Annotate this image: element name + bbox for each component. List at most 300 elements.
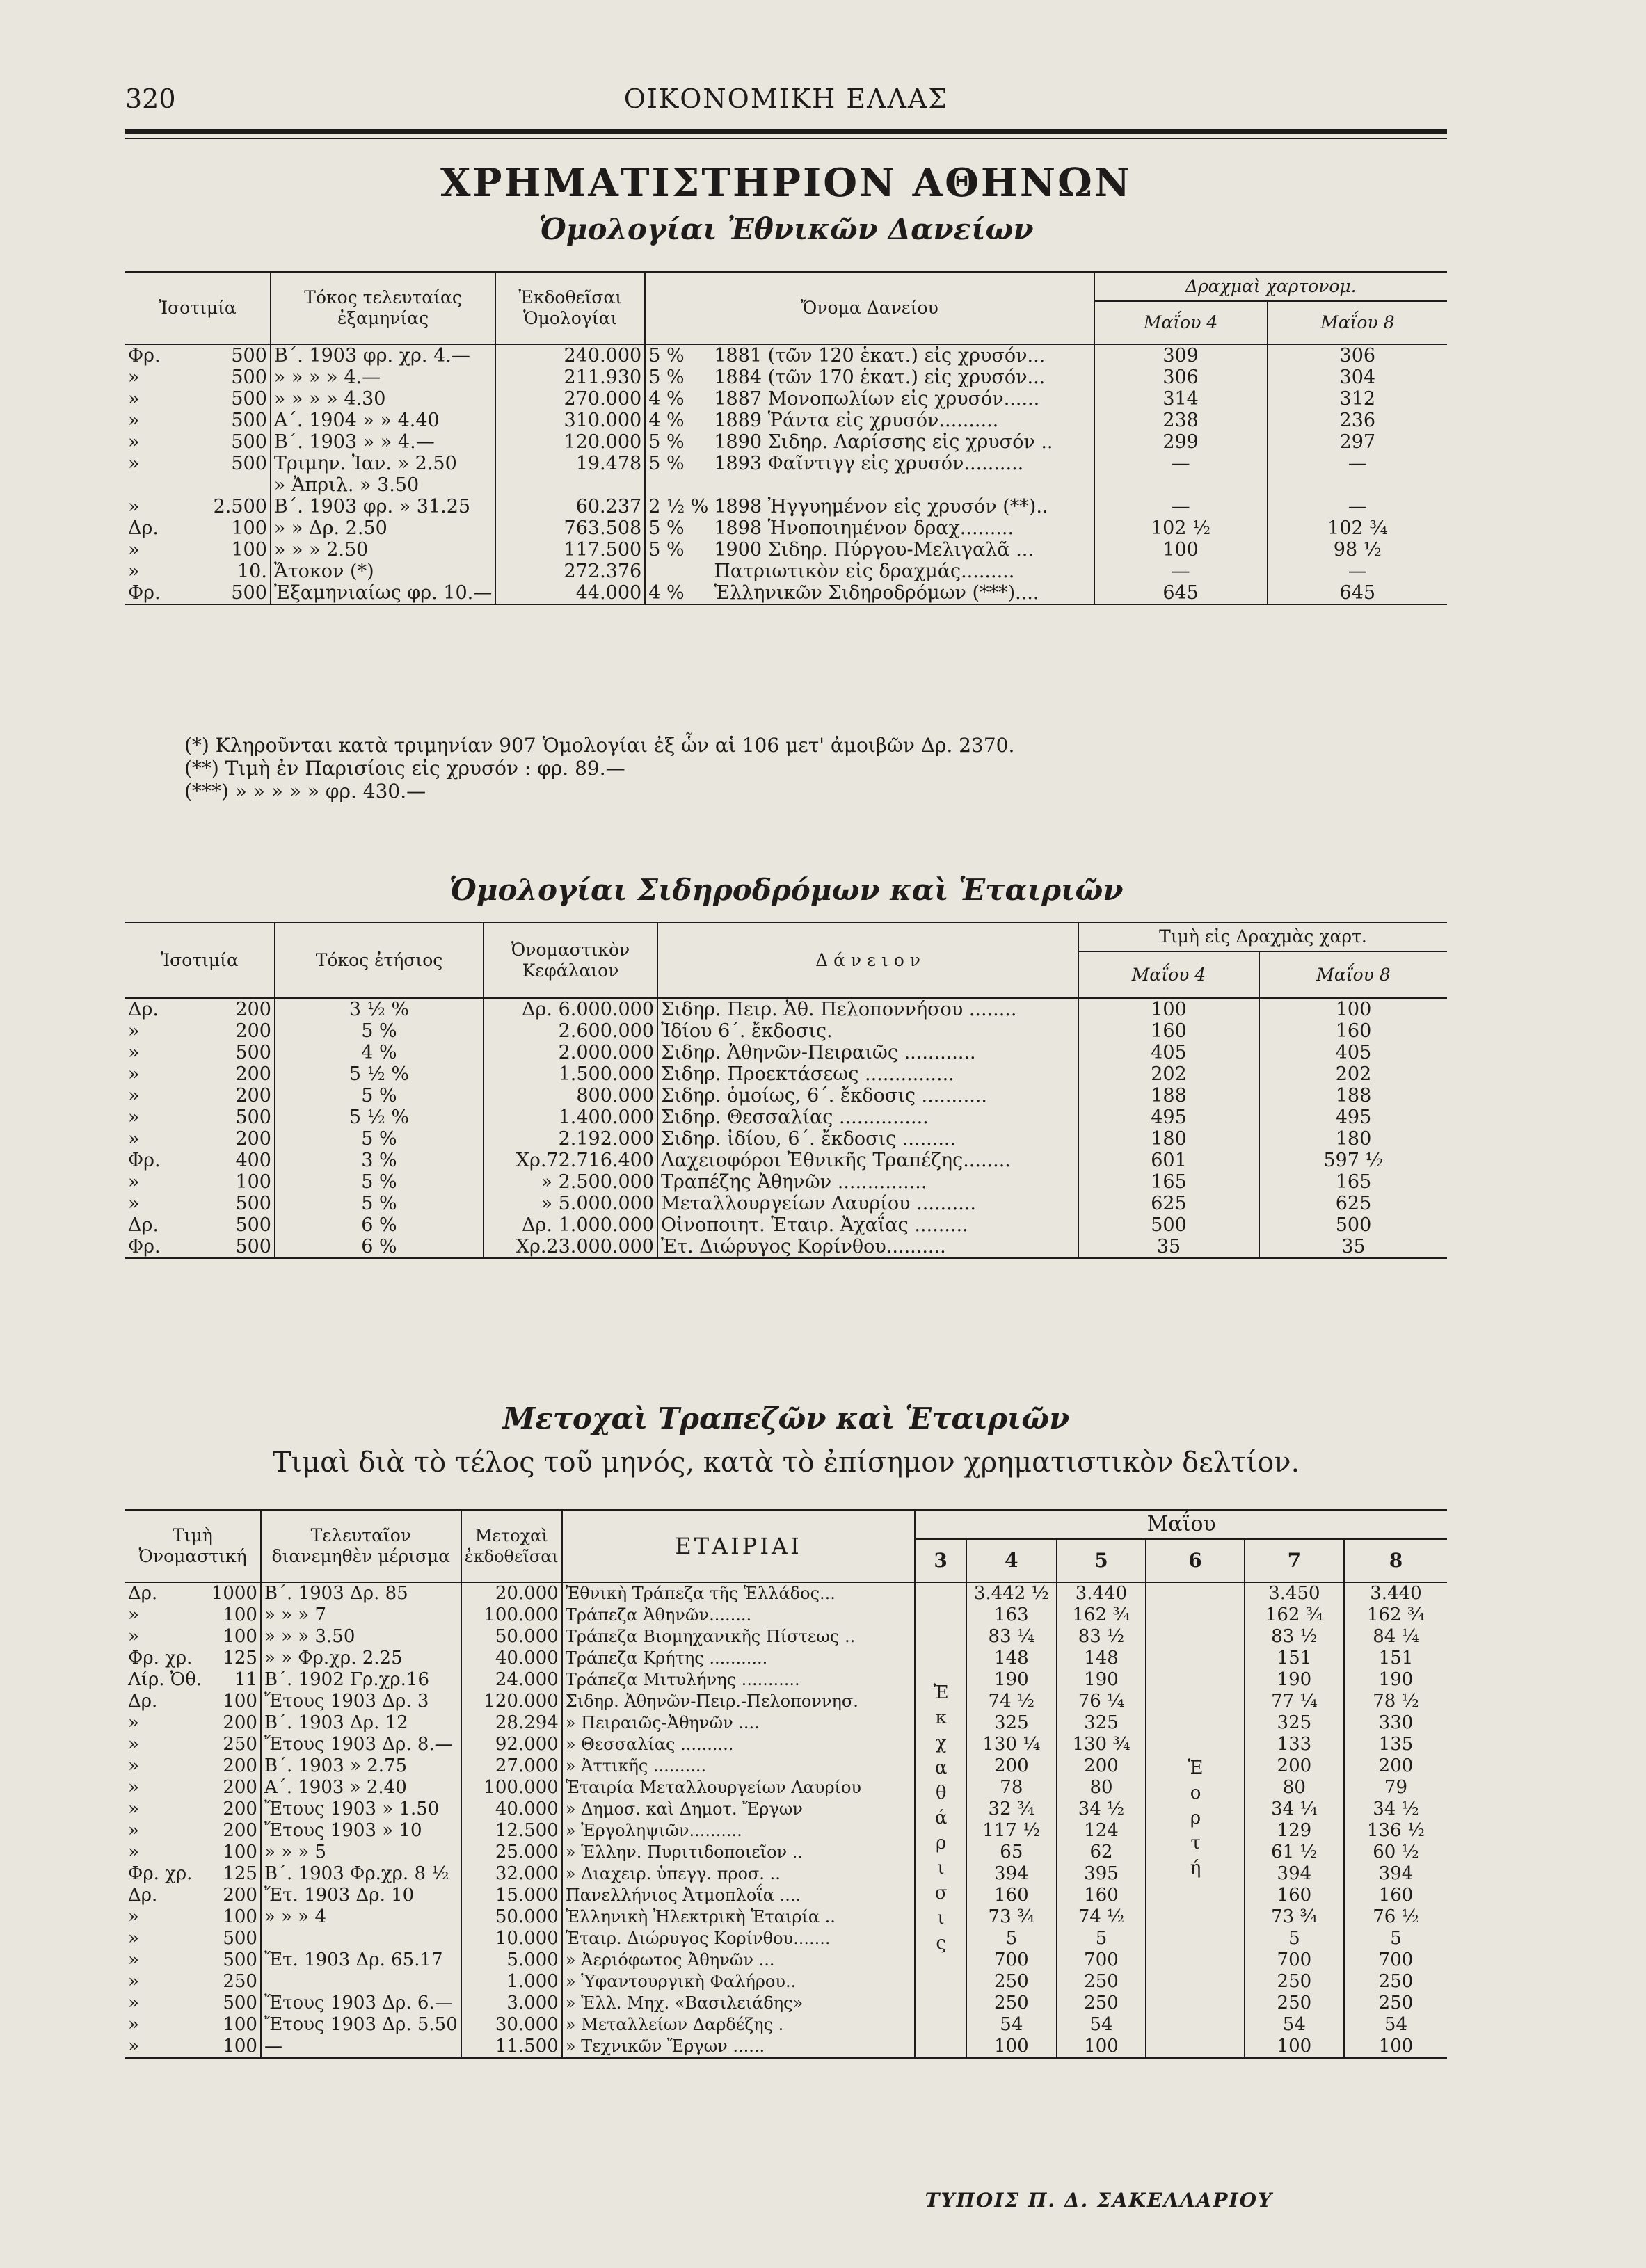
interest-cell: 3 ½ % [275,998,484,1020]
price-day4-cell: 160 [966,1885,1057,1906]
price-may8-cell: 405 [1259,1042,1447,1063]
currency-cell: » [128,431,140,453]
par-value-cell: 250 [223,1734,257,1755]
price-day4-cell: 250 [966,1971,1057,1993]
capital-cell: 1.500.000 [484,1063,657,1085]
railway-bonds-table [125,922,1447,1259]
table-row [125,1842,1447,1863]
currency-cell: » [128,1755,139,1776]
table-row [125,1042,1447,1063]
col-header-merisma: Τελευταῖον διανεμηθὲν μέρισμα [261,1510,461,1582]
par-value-cell: 500 [223,1949,257,1970]
interest-cell: 5 % [275,1171,484,1193]
price-day7-cell: 54 [1245,2014,1344,2036]
price-may4-cell: 306 [1094,367,1268,388]
company-name-cell: » Θεσσαλίας .......... [562,1734,915,1755]
issued-cell: 272.376 [495,561,645,582]
currency-cell: » [128,1085,140,1107]
par-value-cell: 10. [237,561,267,582]
price-day5-cell: 160 [1057,1885,1146,1906]
price-may8-cell: 202 [1259,1063,1447,1085]
dividend-cell: Ἔτους 1903 Δρ. 8.— [261,1734,461,1755]
col-header-timi-onomastiki: Τιμὴ Ὀνομαστική [138,1525,247,1566]
loan-name-cell: 1887 Μονοπωλίων εἰς χρυσόν...... [714,388,1040,410]
section2-title: Ὁμολογίαι Σιδηροδρόμων καὶ Ἑταιριῶν [449,873,1124,907]
table-row [125,1691,1447,1712]
price-day5-cell: 83 ½ [1057,1626,1146,1648]
interest-cell: 6 % [275,1236,484,1258]
currency-cell: Δρ. [128,1885,158,1906]
currency-cell: Φρ. χρ. [128,1863,193,1884]
coupon-cell: Β΄. 1903 φρ. » 31.25 [271,496,495,517]
par-value-cell: 200 [235,1020,271,1042]
currency-cell: » [128,1799,139,1819]
price-may4-cell: 645 [1094,582,1268,604]
dividend-cell: — [261,2036,461,2058]
shares-issued-cell: 50.000 [461,1626,562,1648]
table-row [125,453,1447,474]
price-may8-cell: 160 [1259,1020,1447,1042]
price-day5-cell: 325 [1057,1712,1146,1734]
currency-cell [125,474,186,496]
price-day8-cell: 34 ½ [1344,1799,1447,1820]
price-may4-cell: 100 [1094,539,1268,561]
rate-cell: 5 % [645,431,711,453]
price-day8-cell: 76 ½ [1344,1906,1447,1928]
interest-cell: 5 % [275,1020,484,1042]
table-row [125,431,1447,453]
capital-cell: Χρ.23.000.000 [484,1236,657,1258]
price-day7-cell: 5 [1245,1928,1344,1949]
shares-issued-cell: 100.000 [461,1605,562,1626]
dividend-cell: Β΄. 1903 » 2.75 [261,1755,461,1777]
price-day8-cell: 700 [1344,1949,1447,1971]
price-day4-cell: 74 ½ [966,1691,1057,1712]
issued-cell: 60.237 [495,496,645,517]
price-day7-cell: 80 [1245,1777,1344,1799]
price-may8-cell: — [1268,453,1447,474]
rate-cell: 4 % [645,388,711,410]
coupon-cell: Τριμην. Ἰαν. » 2.50 [271,453,495,474]
col-header-kefalaion: Ὀνομαστικὸν Κεφάλαιον [484,922,657,998]
price-day4-cell: 100 [966,2036,1057,2058]
par-value-cell: 200 [223,1755,257,1776]
price-day5-cell: 100 [1057,2036,1146,2058]
price-may8-cell: 98 ½ [1268,539,1447,561]
day-header-4: 4 [966,1539,1057,1582]
table-row [125,1171,1447,1193]
dividend-cell: Β΄. 1903 Δρ. 12 [261,1712,461,1734]
table-row [125,1626,1447,1648]
rate-cell: 4 % [645,410,711,431]
loan-name-cell: Μεταλλουργείων Λαυρίου .......... [657,1193,1078,1214]
par-value-cell: 125 [223,1863,257,1884]
par-value-cell: 500 [235,1107,271,1128]
loan-name-cell: Πατριωτικὸν εἰς δραχμάς......... [714,561,1015,582]
currency-cell: Δρ. [128,1691,158,1712]
currency-cell: Φρ. χρ. [128,1648,193,1668]
currency-cell: Δρ. [128,999,159,1020]
loan-name-cell: Σιδηρ. Πειρ. Ἀθ. Πελοποννήσου ........ [657,998,1078,1020]
dividend-cell: » » » 7 [261,1605,461,1626]
price-may4-cell: 35 [1078,1236,1259,1258]
currency-cell: » [128,496,140,517]
table-row [125,517,1447,539]
company-name-cell: Τράπεζα Βιομηχανικῆς Πίστεως .. [562,1626,915,1648]
price-may8-cell: 297 [1268,431,1447,453]
table-row [125,1193,1447,1214]
table-row [125,1128,1447,1150]
price-day7-cell: 162 ¾ [1245,1605,1344,1626]
table-row [125,1863,1447,1885]
shares-issued-cell: 20.000 [461,1582,562,1605]
loan-name-cell: Οἰνοποιητ. Ἑταιρ. Ἀχαΐας ......... [657,1214,1078,1236]
par-value-cell: 2.500 [213,496,267,517]
table-row [125,1820,1447,1842]
price-day4-cell: 65 [966,1842,1057,1863]
table-row [125,1949,1447,1971]
table-row [125,496,1447,517]
shares-issued-cell: 50.000 [461,1906,562,1928]
coupon-cell: » » » » 4.30 [271,388,495,410]
currency-cell: » [128,1777,139,1798]
par-value-cell: 200 [223,1820,257,1841]
price-may4-cell: 299 [1094,431,1268,453]
liquidation-vertical-label: Ἐκχαθάρισις [915,1582,966,2058]
price-may4-cell: 309 [1094,344,1268,367]
par-value-cell: 200 [223,1777,257,1798]
section3-subtitle: Τιμαὶ διὰ τὸ τέλος τοῦ μηνός, κατὰ τὸ ἐπίσημον χρηματιστικὸν δελτίον. [272,1447,1300,1479]
dividend-cell [261,1971,461,1993]
holiday-vertical-label: Ἑορτή [1146,1582,1244,2058]
interest-cell: 5 ½ % [275,1063,484,1085]
rate-cell: 5 % [645,453,711,474]
dividend-cell: Β΄. 1902 Γρ.χρ.16 [261,1669,461,1691]
par-value-cell: 200 [235,1063,271,1085]
table-row [125,1993,1447,2014]
loan-name-cell: 1889 Ῥάντα εἰς χρυσόν.......... [714,410,999,431]
par-value-cell: 200 [235,1128,271,1150]
par-value-cell: 1000 [211,1583,257,1604]
shares-issued-cell: 40.000 [461,1648,562,1669]
loan-name-cell: Τραπέζης Ἀθηνῶν ............... [657,1171,1078,1193]
table-row [125,1755,1447,1777]
price-may8-cell: 625 [1259,1193,1447,1214]
currency-cell: Λίρ. Ὀθ. [128,1669,202,1690]
rate-cell: 5 % [645,344,711,367]
coupon-cell: Α΄. 1904 » » 4.40 [271,410,495,431]
par-value-cell: 200 [223,1799,257,1819]
col-header-tokos: Τόκος τελευταίας ἐξαμηνίας [271,272,495,344]
par-value-cell: 500 [231,582,267,604]
price-day7-cell: 700 [1245,1949,1344,1971]
table-row [125,1799,1447,1820]
currency-cell: » [128,1128,140,1150]
col-header-timi: Τιμὴ εἰς Δραχμὰς χαρτ. [1078,922,1447,951]
price-day8-cell: 100 [1344,2036,1447,2058]
shares-issued-cell: 120.000 [461,1691,562,1712]
price-day7-cell: 160 [1245,1885,1344,1906]
company-name-cell: » Ἑλλ. Μηχ. «Βασιλειάδης» [562,1993,915,2014]
price-may8-cell: 180 [1259,1128,1447,1150]
capital-cell: Χρ.72.716.400 [484,1150,657,1171]
capital-cell: » 2.500.000 [484,1171,657,1193]
price-may4-cell: 238 [1094,410,1268,431]
rate-cell: 5 % [645,367,711,388]
price-day4-cell: 190 [966,1669,1057,1691]
shares-issued-cell: 5.000 [461,1949,562,1971]
rate-cell [645,474,711,496]
company-name-cell: » Ἑλλην. Πυριτιδοποιεῖον .. [562,1842,915,1863]
company-name-cell: » Ἀεριόφωτος Ἀθηνῶν ... [562,1949,915,1971]
page-number: 320 [125,83,176,114]
rate-cell: 5 % [645,539,711,561]
price-may8-cell: 306 [1268,344,1447,367]
shares-issued-cell: 32.000 [461,1863,562,1885]
price-day5-cell: 200 [1057,1755,1146,1777]
currency-cell: » [128,388,140,410]
dividend-cell [261,1928,461,1949]
table-row [125,1236,1447,1258]
currency-cell: » [128,539,140,561]
bank-shares-table [125,1509,1447,2059]
table-row [125,1605,1447,1626]
price-may8-cell: 500 [1259,1214,1447,1236]
issued-cell: 120.000 [495,431,645,453]
par-value-cell: 500 [231,453,267,474]
col-header-drachmai: Δραχμαὶ χαρτονομ. [1094,272,1447,301]
par-value-cell: 200 [223,1885,257,1906]
price-day5-cell: 395 [1057,1863,1146,1885]
interest-cell: 6 % [275,1214,484,1236]
price-may8-cell [1268,474,1447,496]
shares-issued-cell: 25.000 [461,1842,562,1863]
table-row [125,474,1447,496]
price-day8-cell: 136 ½ [1344,1820,1447,1842]
company-name-cell: Τράπεζα Ἀθηνῶν........ [562,1605,915,1626]
loan-name-cell [711,474,1094,496]
par-value-cell [186,474,271,496]
currency-cell: » [128,1020,140,1042]
par-value-cell: 100 [223,2036,257,2057]
loan-name-cell: 1893 Φαῖντιγγ εἰς χρυσόν.......... [714,453,1024,474]
currency-cell: » [128,1626,139,1647]
par-value-cell: 200 [235,1085,271,1107]
company-name-cell: Πανελλήνιος Ἀτμοπλοΐα .... [562,1885,915,1906]
price-day8-cell: 250 [1344,1993,1447,2014]
price-day8-cell: 394 [1344,1863,1447,1885]
table-row [125,1971,1447,1993]
par-value-cell: 500 [231,345,267,367]
currency-cell: Φρ. [128,1236,161,1257]
price-day8-cell: 3.440 [1344,1582,1447,1605]
currency-cell: Δρ. [128,517,159,539]
price-may8-cell: 188 [1259,1085,1447,1107]
par-value-cell: 100 [223,2014,257,2035]
interest-cell: 3 % [275,1150,484,1171]
price-may4-cell: — [1094,496,1268,517]
price-day4-cell: 73 ¾ [966,1906,1057,1928]
day-header-5: 5 [1057,1539,1146,1582]
footnote-3: (***) » » » » » φρ. 430.— [184,780,426,803]
national-loans-table [125,271,1447,605]
price-day5-cell: 74 ½ [1057,1906,1146,1928]
loan-name-cell: Ἑλληνικῶν Σιδηροδρόμων (***).... [714,582,1039,604]
price-day8-cell: 151 [1344,1648,1447,1669]
price-day4-cell: 32 ¾ [966,1799,1057,1820]
interest-cell: 5 ½ % [275,1107,484,1128]
col-header-daneion: Δ ά ν ε ι ο ν [657,922,1078,998]
currency-cell: » [128,1842,139,1863]
currency-cell: Δρ. [128,1214,159,1236]
printed-page [104,56,1468,2226]
company-name-cell: » Τεχνικῶν Ἔργων ...... [562,2036,915,2058]
rate-cell [645,561,711,582]
price-day7-cell: 325 [1245,1712,1344,1734]
table-row [125,561,1447,582]
day-header-7: 7 [1245,1539,1344,1582]
table-row [125,1107,1447,1128]
par-value-cell: 100 [231,539,267,561]
loan-name-cell: Ἰδίου 6΄. ἔκδοσις. [657,1020,1078,1042]
price-may4-cell [1094,474,1268,496]
shares-issued-cell: 100.000 [461,1777,562,1799]
price-day8-cell: 135 [1344,1734,1447,1755]
day-header-8: 8 [1344,1539,1447,1582]
coupon-cell: » » Δρ. 2.50 [271,517,495,539]
price-day4-cell: 200 [966,1755,1057,1777]
company-name-cell: » Πειραιῶς-Ἀθηνῶν .... [562,1712,915,1734]
coupon-cell: Β΄. 1903 » » 4.— [271,431,495,453]
price-may4-cell: 625 [1078,1193,1259,1214]
price-day5-cell: 190 [1057,1669,1146,1691]
company-name-cell: Τράπεζα Μιτυλήνης ........... [562,1669,915,1691]
price-day4-cell: 148 [966,1648,1057,1669]
price-day7-cell: 3.450 [1245,1582,1344,1605]
price-may4-cell: 314 [1094,388,1268,410]
capital-cell: 2.600.000 [484,1020,657,1042]
col-header-isotimia: Ἰσοτιμία [159,298,237,318]
par-value-cell: 500 [235,1193,271,1214]
loan-name-cell: Σιδηρ. Προεκτάσεως ............... [657,1063,1078,1085]
par-value-cell: 100 [223,1691,257,1712]
capital-cell: 2.000.000 [484,1042,657,1063]
dividend-cell: Ἔτ. 1903 Δρ. 65.17 [261,1949,461,1971]
price-day8-cell: 5 [1344,1928,1447,1949]
currency-cell: » [128,561,140,582]
dividend-cell: Ἔτ. 1903 Δρ. 10 [261,1885,461,1906]
dividend-cell: » » » 5 [261,1842,461,1863]
price-day5-cell: 250 [1057,1993,1146,2014]
price-may8-cell: 312 [1268,388,1447,410]
price-may8-cell: 495 [1259,1107,1447,1128]
price-may8-cell: — [1268,496,1447,517]
table-row [125,998,1447,1020]
price-may8-cell: 35 [1259,1236,1447,1258]
dividend-cell: Ἔτους 1903 » 1.50 [261,1799,461,1820]
company-name-cell: » Ὑφαντουργικὴ Φαλήρου.. [562,1971,915,1993]
dividend-cell: Ἔτους 1903 Δρ. 3 [261,1691,461,1712]
price-day7-cell: 250 [1245,1993,1344,2014]
dividend-cell: » » Φρ.χρ. 2.25 [261,1648,461,1669]
col-header-may8: Μαΐου 8 [1259,951,1447,998]
coupon-cell: Β΄. 1903 φρ. χρ. 4.— [271,344,495,367]
loan-name-cell: Σιδηρ. Θεσσαλίας ............... [657,1107,1078,1128]
shares-issued-cell: 27.000 [461,1755,562,1777]
loan-name-cell: Σιδηρ. Ἀθηνῶν-Πειραιῶς ............ [657,1042,1078,1063]
price-day7-cell: 73 ¾ [1245,1906,1344,1928]
price-may8-cell: 165 [1259,1171,1447,1193]
shares-issued-cell: 28.294 [461,1712,562,1734]
price-may4-cell: 165 [1078,1171,1259,1193]
price-may4-cell: 180 [1078,1128,1259,1150]
price-day5-cell: 5 [1057,1928,1146,1949]
price-may4-cell: 495 [1078,1107,1259,1128]
table-row [125,1712,1447,1734]
col-header-etairiai: ΕΤΑΙΡΙΑΙ [562,1510,915,1582]
currency-cell: Φρ. [128,1150,161,1171]
par-value-cell: 500 [231,410,267,431]
par-value-cell: 100 [235,1171,271,1193]
shares-issued-cell: 1.000 [461,1971,562,1993]
table-row [125,410,1447,431]
par-value-cell: 100 [223,1906,257,1927]
col-header-may8: Μαΐου 8 [1268,301,1447,344]
price-day8-cell: 160 [1344,1885,1447,1906]
price-day8-cell: 84 ¼ [1344,1626,1447,1648]
currency-cell: » [128,1971,139,1992]
par-value-cell: 500 [231,431,267,453]
currency-cell: » [128,1820,139,1841]
currency-cell: » [128,1171,140,1193]
price-day8-cell: 54 [1344,2014,1447,2036]
main-title: ΧΡΗΜΑΤΙΣΤΗΡΙΟΝ ΑΘΗΝΩΝ [440,160,1133,206]
col-header-isotimia: Ἰσοτιμία [161,949,239,970]
currency-cell: » [128,1605,139,1625]
price-day4-cell: 700 [966,1949,1057,1971]
issued-cell: 763.508 [495,517,645,539]
price-may8-cell: 100 [1259,998,1447,1020]
table-row [125,1734,1447,1755]
rate-cell: 2 ½ % [645,496,711,517]
price-day7-cell: 61 ½ [1245,1842,1344,1863]
price-day8-cell: 190 [1344,1669,1447,1691]
par-value-cell: 100 [223,1842,257,1863]
coupon-cell: » » » 2.50 [271,539,495,561]
table-row [125,539,1447,561]
currency-cell: » [128,1712,139,1733]
footnote-1: (*) Κληροῦνται κατὰ τριμηνίαν 907 Ὁμολογίαι ἐξ ὧν αἱ 106 μετ' ἀμοιβῶν Δρ. 2370. [184,734,1015,757]
table-row [125,367,1447,388]
price-day8-cell: 162 ¾ [1344,1605,1447,1626]
price-day7-cell: 200 [1245,1755,1344,1777]
issued-cell [495,474,645,496]
price-may4-cell: 102 ½ [1094,517,1268,539]
table-row [125,1648,1447,1669]
price-day7-cell: 34 ¼ [1245,1799,1344,1820]
table-row [125,1928,1447,1949]
coupon-cell: Ἐξαμηνιαίως φρ. 10.— [271,582,495,604]
price-may8-cell: 645 [1268,582,1447,604]
currency-cell: » [128,1993,139,2013]
shares-issued-cell: 40.000 [461,1799,562,1820]
col-header-maiou: Μαΐου [915,1510,1447,1539]
rate-cell: 4 % [645,582,711,604]
par-value-cell: 100 [223,1626,257,1647]
currency-cell: » [128,1193,140,1214]
day-header-6: 6 [1146,1539,1244,1582]
currency-cell: Φρ. [128,345,161,367]
